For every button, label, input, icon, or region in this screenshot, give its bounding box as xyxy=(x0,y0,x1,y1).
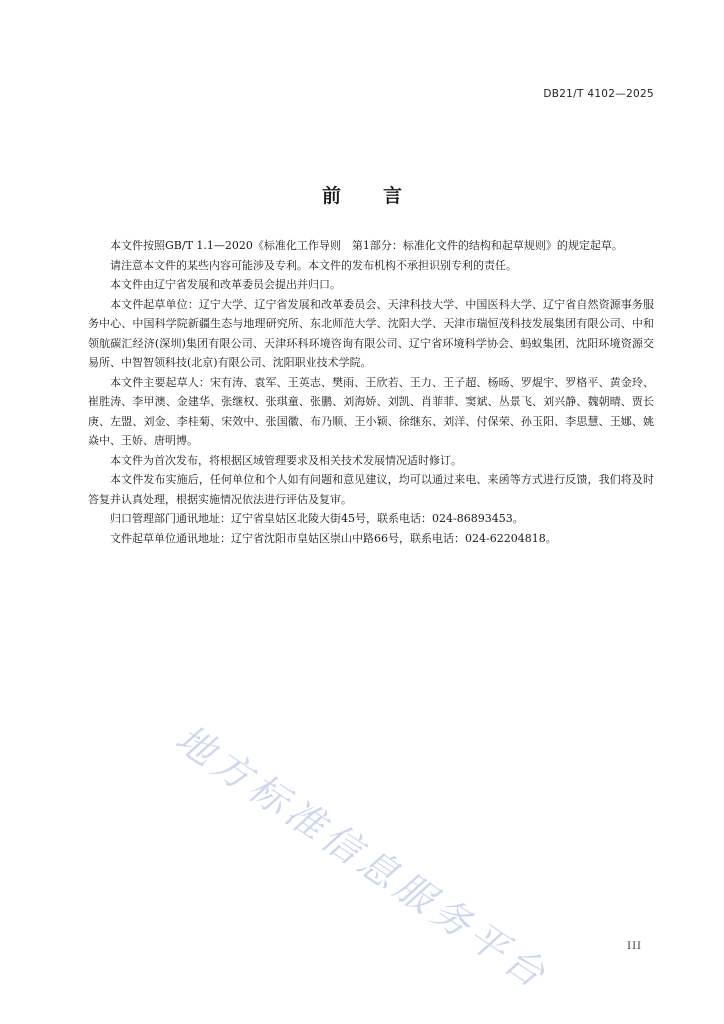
paragraph-drafter-address: 文件起草单位通讯地址：辽宁省沈阳市皇姑区崇山中路66号，联系电话：024-62204818。 xyxy=(110,531,557,545)
page-number: III xyxy=(627,941,642,952)
watermark: 地方标准信息服务平台 xyxy=(167,716,558,999)
title-char-2: 言 xyxy=(383,185,403,207)
paragraph-patent-notice: 请注意本文件的某些内容可能涉及专利。本文件的发布机构不承担识别专利的责任。 xyxy=(110,258,517,272)
page-title xyxy=(0,181,724,208)
paragraph-drafting-units: 本文件起草单位：辽宁大学、辽宁省发展和改革委员会、天津科技大学、中国医科大学、辽宁省自然资源事务服务中心、中国科学院新疆生态与地理研究所、东北师范大学、沈阳大学、天津市瑞恒茂科技发展集团有限公司、中和领航碳汇经济(深圳)集团有限公司、天津环科环境咨询有限公司、辽宁省环境科学协会、蚂蚁集团、沈阳环境资源交易所、中智智领科技(北京)有限公司、沈阳职业技术学院。 xyxy=(88,297,654,369)
title-char-1: 前 xyxy=(321,185,341,207)
paragraph-proposer: 本文件由辽宁省发展和改革委员会提出并归口。 xyxy=(110,278,341,291)
paragraph-first-release: 本文件为首次发布，将根据区域管理要求及相关技术发展情况适时修订。 xyxy=(110,453,462,467)
foreword-body xyxy=(88,236,654,548)
paragraph-main-drafters: 本文件主要起草人：宋有涛、袁军、王英志、樊雨、王欣若、王力、王子超、杨旸、罗焜宇、罗格平、黄金玲、崔胜涛、李甲澳、金建华、张继权、张琪童、张鹏、刘海娇、刘凯、肖菲菲、窦斌、丛景飞、刘兴静、魏朝晴、贾长庚、左盟、刘金、李桂菊、宋效中、张国徽、布乃顺、王小颖、徐继东、刘洋、付保荣、孙玉阳、李思慧、王娜、姚焱中、王娇、唐明博。 xyxy=(88,375,654,447)
standard-code: DB21/T 4102—2025 xyxy=(543,88,654,100)
paragraph-feedback: 本文件发布实施后，任何单位和个人如有问题和意见建议，均可以通过来电、来函等方式进行反馈，我们将及时答复并认真处理，根据实施情况依法进行评估及复审。 xyxy=(88,473,654,506)
paragraph-admin-address: 归口管理部门通讯地址：辽宁省皇姑区北陵大街45号，联系电话：024-86893453。 xyxy=(110,512,524,525)
paragraph-drafting-rules: 本文件按照GB/T 1.1—2020《标准化工作导则 第1部分：标准化文件的结构和起草规则》的规定起草。 xyxy=(110,239,623,252)
